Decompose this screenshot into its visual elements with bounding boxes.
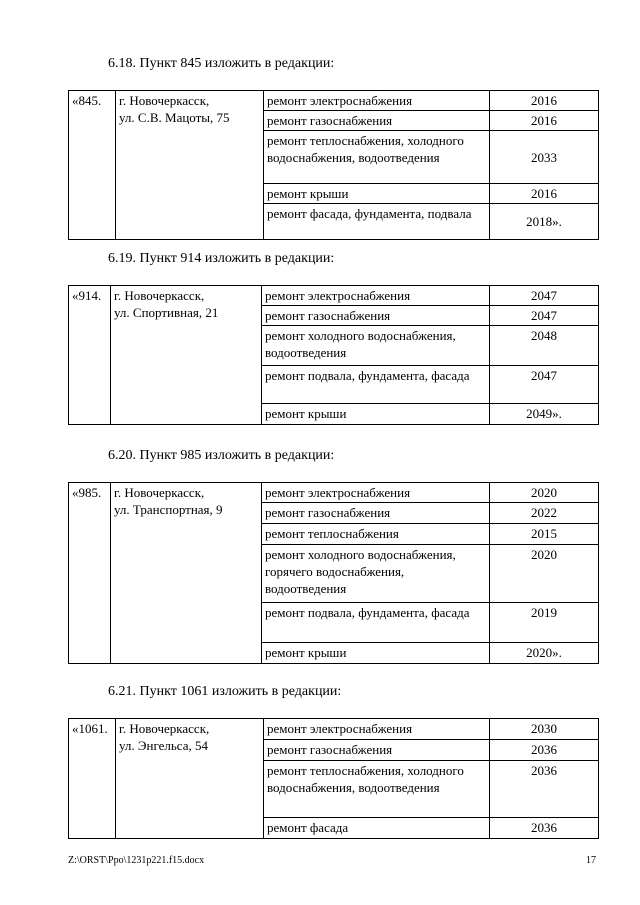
- year-cell: 2016: [490, 91, 599, 111]
- year-cell: 2049».: [490, 404, 599, 425]
- work-cell: ремонт газоснабжения: [262, 306, 490, 326]
- table-914: [68, 285, 599, 425]
- footer-file-path: Z:\ORST\Ppo\1231p221.f15.docx: [68, 855, 205, 866]
- work-cell: ремонт теплоснабжения: [262, 524, 490, 545]
- item-number: «845.: [69, 91, 116, 240]
- year-cell: 2048: [490, 326, 599, 366]
- work-cell: ремонт крыши: [262, 643, 490, 664]
- address-street: ул. Энгельса, 54: [119, 738, 209, 753]
- table-985: [68, 482, 599, 664]
- year-cell: 2036: [490, 740, 599, 761]
- year-cell: 2022: [490, 503, 599, 524]
- work-cell: ремонт газоснабжения: [264, 740, 490, 761]
- work-cell: ремонт теплоснабжения, холодного водоснабжения, водоотведения: [264, 131, 490, 184]
- year-cell: 2019: [490, 603, 599, 643]
- address-cell: [111, 483, 262, 664]
- work-cell: ремонт подвала, фундамента, фасада: [262, 366, 490, 404]
- year-cell: 2030: [490, 719, 599, 740]
- work-cell: ремонт крыши: [264, 184, 490, 204]
- work-cell: ремонт электроснабжения: [262, 286, 490, 306]
- year-cell: 2047: [490, 286, 599, 306]
- work-cell: ремонт подвала, фундамента, фасада: [262, 603, 490, 643]
- work-cell: ремонт теплоснабжения, холодного водоснабжения, водоотведения: [264, 761, 490, 818]
- year-cell: 2020».: [490, 643, 599, 664]
- address-street: ул. Транспортная, 9: [114, 502, 223, 517]
- work-cell: ремонт крыши: [262, 404, 490, 425]
- address-street: ул. С.В. Мацоты, 75: [119, 110, 230, 125]
- address-city: г. Новочеркасск,: [119, 721, 210, 736]
- year-cell: 2018».: [490, 204, 599, 240]
- work-cell: ремонт холодного водоснабжения, водоотведения: [262, 326, 490, 366]
- address-cell: [116, 719, 264, 839]
- work-cell: ремонт газоснабжения: [262, 503, 490, 524]
- address-street: ул. Спортивная, 21: [114, 305, 219, 320]
- page-number: 17: [586, 855, 596, 866]
- address-cell: [111, 286, 262, 425]
- work-cell: ремонт газоснабжения: [264, 111, 490, 131]
- item-number: «985.: [69, 483, 111, 664]
- year-cell: 2015: [490, 524, 599, 545]
- work-cell: ремонт электроснабжения: [262, 483, 490, 503]
- work-cell: ремонт холодного водоснабжения, горячего водоснабжения, водоотведения: [262, 545, 490, 603]
- work-cell: ремонт фасада: [264, 818, 490, 839]
- section-heading-6-20: 6.20. Пункт 985 изложить в редакции:: [108, 448, 335, 463]
- section-heading-6-21: 6.21. Пункт 1061 изложить в редакции:: [108, 684, 342, 699]
- section-heading-6-19: 6.19. Пункт 914 изложить в редакции:: [108, 251, 335, 266]
- work-cell: ремонт электроснабжения: [264, 719, 490, 740]
- address-city: г. Новочеркасск,: [119, 93, 210, 108]
- table-1061: [68, 718, 599, 839]
- year-cell: 2036: [490, 818, 599, 839]
- year-cell: 2020: [490, 545, 599, 603]
- work-cell: ремонт электроснабжения: [264, 91, 490, 111]
- year-cell: 2033: [490, 131, 599, 184]
- year-cell: 2016: [490, 184, 599, 204]
- year-cell: 2047: [490, 366, 599, 404]
- address-city: г. Новочеркасск,: [114, 485, 205, 500]
- item-number: «914.: [69, 286, 111, 425]
- address-cell: [116, 91, 264, 240]
- year-cell: 2016: [490, 111, 599, 131]
- work-cell: ремонт фасада, фундамента, подвала: [264, 204, 490, 240]
- year-cell: 2020: [490, 483, 599, 503]
- section-heading-6-18: 6.18. Пункт 845 изложить в редакции:: [108, 56, 335, 71]
- table-845: [68, 90, 599, 240]
- item-number: «1061.: [69, 719, 116, 839]
- year-cell: 2047: [490, 306, 599, 326]
- address-city: г. Новочеркасск,: [114, 288, 205, 303]
- year-cell: 2036: [490, 761, 599, 818]
